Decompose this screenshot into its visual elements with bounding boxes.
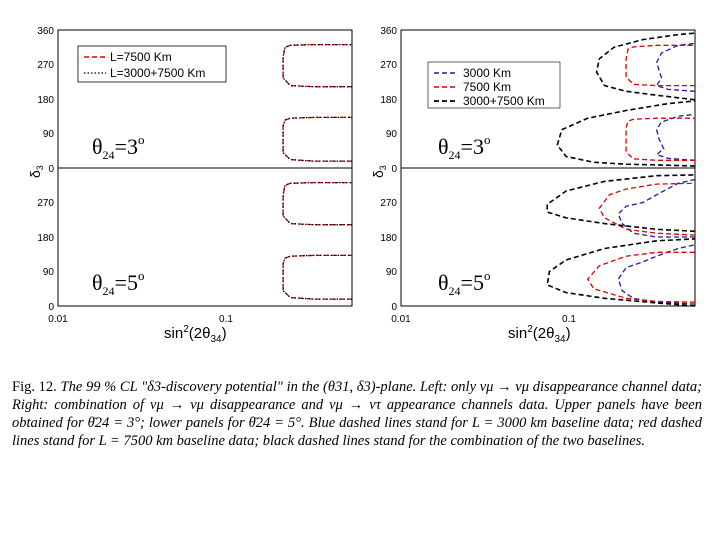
- left-legend-label-combined: L=3000+7500 Km: [110, 66, 206, 80]
- left-upper-series-1-segment-1: [283, 117, 352, 161]
- right-ytick-180: 180: [380, 95, 397, 106]
- left-lower-series-1-segment-0: [283, 183, 352, 225]
- left-panel: [27, 26, 352, 345]
- right-lower-series-1-segment-0: [599, 183, 695, 235]
- right-legend: [428, 62, 560, 108]
- right-ytick-360: 360: [380, 26, 397, 37]
- left-ytick-labels-top: [37, 26, 54, 175]
- right-upper-series-0-segment-1: [657, 114, 695, 160]
- left-x-axis-label: $\sin^2(2\theta_{34})$: [164, 324, 227, 345]
- left-upper-series-1-segment-0: [283, 45, 352, 87]
- figure-caption: [12, 378, 702, 450]
- right-lower-series-0-segment-0: [618, 180, 695, 238]
- left-lower-series-1-segment-1: [283, 255, 352, 299]
- left-xtick-0.1: 0.1: [219, 314, 233, 325]
- left-ytick-90-lower: 90: [42, 267, 54, 278]
- right-legend-label-combined: 3000+7500 Km: [463, 94, 545, 108]
- right-lower-series-1-segment-1: [588, 252, 695, 302]
- right-ytick-180-lower: 180: [380, 233, 397, 244]
- right-ytick-labels-top: [380, 26, 397, 175]
- left-lower-theta-label: $\theta_{24}=5^o$: [92, 268, 145, 298]
- right-panel: [370, 26, 695, 345]
- right-ytick-90: 90: [385, 129, 397, 140]
- left-lower-series-0-segment-1: [283, 255, 352, 299]
- left-ytick-0: 0: [48, 164, 54, 175]
- left-ytick-270-lower: 270: [37, 198, 54, 209]
- left-legend-label-7500: L=7500 Km: [110, 50, 172, 64]
- left-upper-series-0-segment-0: [283, 45, 352, 87]
- right-x-axis-label: $\sin^2(2\theta_{34})$: [508, 324, 571, 345]
- right-lower-theta-label: $\theta_{24}=5^o$: [438, 268, 491, 298]
- caption-figure-number: Fig. 12.: [12, 379, 57, 395]
- left-ytick-180-lower: 180: [37, 233, 54, 244]
- right-ytick-0-lower: 0: [391, 302, 397, 313]
- right-upper-series-1-segment-0: [626, 45, 695, 85]
- left-ytick-270: 270: [37, 60, 54, 71]
- right-legend-label-7500: 7500 Km: [463, 80, 512, 94]
- left-upper-series-0-segment-1: [283, 117, 352, 161]
- right-ytick-labels-bottom: [380, 198, 397, 313]
- left-ytick-360: 360: [37, 26, 54, 37]
- left-ytick-180: 180: [37, 95, 54, 106]
- caption-text: The 99 % CL "δ3-discovery potential" in the (θ31, δ3)-plane. Left: only νμ → νμ disappearance channel data; Right: combination of νμ → νμ disappearance and νμ → ντ appearance channels data. Upper panels have been obtained for θ̄24 = 3°; lower panels for θ̄24 = 5°. Blue dashed lines stand for L = 3000 km baseline data; red dashed lines stand for L = 7500 km baseline data; black dashed lines stand for the combination of the two baselines.: [12, 379, 703, 449]
- right-upper-series-2-segment-0: [597, 33, 695, 100]
- left-lower-series-0-segment-0: [283, 183, 352, 225]
- right-legend-label-3000: 3000 Km: [463, 66, 512, 80]
- right-ytick-270-lower: 270: [380, 198, 397, 209]
- left-xtick-0.01: 0.01: [48, 314, 68, 325]
- right-upper-series-0-segment-0: [657, 43, 695, 91]
- right-ytick-90-lower: 90: [385, 267, 397, 278]
- right-xtick-0.1: 0.1: [562, 314, 576, 325]
- left-ytick-labels-bottom: [37, 198, 54, 313]
- left-legend: [78, 46, 226, 82]
- left-ytick-90: 90: [42, 129, 54, 140]
- right-lower-series-2-segment-1: [547, 239, 695, 306]
- left-upper-theta-label: $\theta_{24}=3^o$: [92, 132, 145, 162]
- left-y-axis-label: $\delta_3$: [27, 165, 45, 178]
- right-lower-series-0-segment-1: [618, 245, 695, 304]
- right-xtick-0.01: 0.01: [391, 314, 411, 325]
- right-ytick-270: 270: [380, 60, 397, 71]
- right-upper-theta-label: $\theta_{24}=3^o$: [438, 132, 491, 162]
- right-ytick-0: 0: [391, 164, 397, 175]
- right-y-axis-label: $\delta_3$: [370, 165, 388, 178]
- left-ytick-0-lower: 0: [48, 302, 54, 313]
